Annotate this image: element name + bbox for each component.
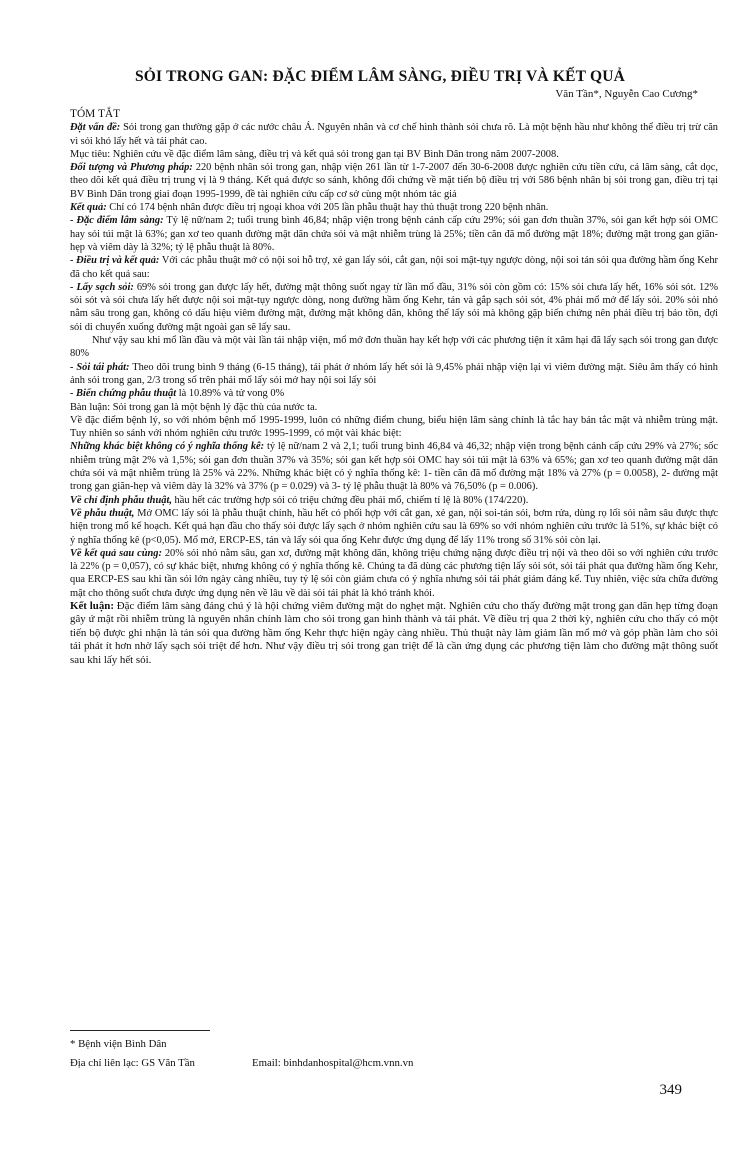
abstract-paragraph — [70, 121, 718, 148]
paragraph-label: Những khác biệt không có ý nghĩa thống kê: — [70, 441, 265, 453]
abstract-paragraph — [70, 161, 718, 201]
paragraph-label: - Sỏi tái phát: — [70, 361, 130, 373]
paragraph-label: - Điều trị và kết quả: — [70, 255, 160, 267]
paragraph-label: Về kết quả sau cùng: — [70, 547, 162, 559]
page-number: 349 — [659, 1082, 682, 1098]
paragraph-label: Kết quả: — [70, 202, 107, 214]
summary-heading: TÓM TẮT — [70, 108, 121, 120]
paragraph-label: Đối tượng và Phương pháp: — [70, 162, 193, 174]
footnote-email[interactable]: Email: binhdanhospital@hcm.vnn.vn — [252, 1057, 414, 1069]
paragraph-text: Như vậy sau khi mổ lần đầu và một vài lần tái nhập viện, mổ mở đơn thuần hay kết hợp với các phương tiện ít xâm hại đã lấy sạch sỏi trong gan được 80% — [70, 335, 718, 360]
abstract-paragraph — [70, 148, 718, 161]
abstract-paragraph — [70, 361, 718, 388]
paragraph-label: Kết luận: — [70, 599, 114, 612]
abstract-paragraph — [70, 254, 718, 281]
abstract-body — [70, 108, 718, 667]
paragraph-text: 220 bệnh nhân sỏi trong gan, nhập viện 261 lần từ 1-7-2007 đến 30-6-2008 được nghiên cứu tiền cứu, cả lâm sàng, cắt dọc, theo dõi kết quả điều trị trung vị là 9 tháng. Kết quả được so sánh, không đối chứng về mặt tiến bộ điều trị với 586 bệnh nhân bị sỏi trong gan, điều trị tại BV Bình Dân trong giai đoạn 1995-1999, đề tài nghiên cứu cấp cơ sở cùng một nhóm tác giả — [70, 162, 718, 200]
paragraph-text: 69% sỏi trong gan được lấy hết, đường mật thông suốt ngay từ lần mổ đầu, 31% sỏi còn gồm có: 15% sỏi chưa lấy hết, 16% sỏi sót. 12% sỏi sót và sỏi chưa lấy hết được nội soi mật-tụy ngược dòng, nong đường hầm ống Kehr, tán và gắp sạch sỏi sót, 4% phải mổ mở để lấy sỏi. 20% sỏi nhỏ nằm sâu trong gan, không có dấu hiệu viêm đường mật, đường mật không dãn, không thể lấy sỏi mà không gặp biến chứng nên phải điều trị bảo tồn, đợi sỏi di chuyển xuống đường mật ngoài gan sẽ lấy sau. — [70, 281, 718, 333]
paragraph-text: Theo dõi trung bình 9 tháng (6-15 tháng), tái phát ở nhóm lấy hết sỏi là 9,45% phải nhập viện lại vì viêm đường mật. Siêu âm thấy có hình ảnh sỏi trong gan, 2/3 trong số trên phải mổ lấy sỏi mở hay nội soi lấy sỏi — [70, 361, 718, 386]
abstract-paragraph — [70, 507, 718, 547]
paragraph-label: Về chỉ định phẫu thuật, — [70, 494, 172, 506]
paper-authors: Văn Tần*, Nguyễn Cao Cương* — [555, 88, 698, 100]
paragraph-text: Mục tiêu: Nghiên cứu về đặc điểm lâm sàng, điều trị và kết quả sỏi trong gan tại BV Bình Dân trong năm 2007-2008. — [70, 148, 559, 160]
abstract-sections — [70, 121, 718, 667]
footnote-contact: Địa chỉ liên lạc: GS Văn Tần — [70, 1057, 195, 1069]
paragraph-text: Đặc điểm lâm sàng đáng chú ý là hội chứng viêm đường mật do nghẹt mật. Nghiên cứu cho thấy đường mật trong gan dãn hẹp từng đoạn gây ứ mật rồi nhiễm trùng là nguyên nhân chính làm cho sỏi trong gan hình thành và tái phát. Về điều trị qua 2 thời kỳ, nghiên cứu cho thấy có một tiến bộ được ghi nhận là tán sỏi qua đường hầm ống Kehr thực hiện ngày càng nhiều. Thủ thuật này làm giảm lần mổ mở và góp phần làm cho sỏi tái phát ít hơn nhờ lấy sạch sỏi triệt để hơn. Như vậy điều trị sỏi trong gan triệt để là cần ứng dụng các phương tiện làm cho đường mật thông suốt sau khi lấy hết sỏi. — [70, 599, 718, 666]
paragraph-text: Về đặc điểm bệnh lý, so với nhóm bệnh mổ 1995-1999, luôn có những điểm chung, biểu hiện lâm sàng chính là tắc hay bán tắc mật và nhiễm trùng mật. Tuy nhiên so sánh với nhóm nghiên cứu trước 1995-1999, có một vài khác biệt: — [70, 414, 718, 440]
paragraph-text: 20% sỏi nhỏ nằm sâu, gan xơ, đường mật không dãn, không triệu chứng nặng được điều trị nội và theo dõi so với nghiên cứu trước là 22% (p = 0,057), có sự khác biệt, nhưng không có ý nghĩa thống kê. Chúng ta đã dùng các phương tiện lấy sỏi sót, sỏi tái phát qua đường hầm ống Kehr, qua ERCP-ES sau khi tần sỏi lớn ngày càng nhiều, tuy tỷ lệ sỏi còn giảm chưa có ý nghĩa nhưng sỏi tái phát giảm đáng kể. Tuy nhiên, việc sửa chữa đường mật cho thông suốt chưa được ứng dụng nên về lâu về dài sỏi tái phát là khó tránh khỏi. — [70, 547, 718, 599]
abstract-paragraph — [70, 600, 718, 668]
abstract-paragraph — [70, 547, 718, 600]
paragraph-text: Mở OMC lấy sỏi là phẫu thuật chính, hầu hết có phối hợp với cắt gan, xẻ gan, nội soi-tán sỏi, bơm rửa, dùng rọ lối sỏi nằm sâu được thực hiện trong mổ kế hoạch. Kết quả hạn đầu cho thấy sỏi được lấy sạch ở nhóm nghiên cứu sau là 69% so với nhóm nghiên cứu trước là 51%, sự khác biệt có ý nghĩa thống kê (p<0,05). Mổ mở, ERCP-ES, tán và lấy sỏi qua ống Kehr được ứng dụng để lấy 11% trong số 31% sỏi còn lại. — [70, 507, 719, 546]
paragraph-label: Đặt vấn đề: — [70, 122, 121, 134]
abstract-paragraph — [70, 281, 718, 334]
paragraph-text: Tỷ lệ nữ/nam 2; tuổi trung bình 46,84; nhập viện trong bệnh cảnh cấp cứu 29%; sỏi gan đơn thuần 37%, sỏi gan kết hợp sỏi OMC hay sỏi túi mật là 63%; gan xơ teo quanh đường mật dãn chứa sỏi và mật nhiễm trùng là 25%; tiền căn đã mổ đường mật 18%; đường mật trong gan giãn-hẹp và viêm dày là 32%; tỷ lệ phẫu thuật là 80%. — [70, 215, 718, 253]
footnote-contact-line — [70, 1057, 590, 1069]
abstract-paragraph — [70, 414, 718, 441]
footnote-affiliation: * Bệnh viện Bình Dân — [70, 1038, 167, 1050]
paragraph-text: tỷ lệ nữ/nam 2 và 2,1; tuổi trung bình 46,84 và 46,32; nhập viện trong bệnh cảnh cấp cứu 29% và 27%; sốc nhiễm trùng mật 2% và 1,5%; sỏi gan đơn thuần 37% và 35%; sỏi gan kết hợp sỏi OMC hay sỏi túi mật là 63% và 65%; gan xơ teo quanh đường mật dãn chứa sỏi và mật nhiễm trùng là 25% và 22%. Những khác biệt có ý nghĩa thống kê: 1- tiền căn đã mổ đường mật 18% và 27% (p = 0.0058), 2- đường mật trong gan giãn-hẹp và viêm dày là 32% và 37% (p = 0.029) và 3- tỷ lệ phẫu thuật là 80% và 76,50% (p = 0.006). — [70, 441, 718, 493]
abstract-paragraph — [70, 494, 718, 507]
abstract-paragraph — [70, 201, 718, 214]
paragraph-label: - Đặc điểm lâm sàng: — [70, 215, 164, 227]
paragraph-text: Với các phẫu thuật mở có nội soi hỗ trợ, xẻ gan lấy sỏi, cắt gan, nội soi mật-tụy ngược dòng, nội soi tán sỏi qua đường hầm ống Kehr đã cho kết quả sau: — [70, 255, 719, 280]
paper-title: SỎI TRONG GAN: ĐẶC ĐIỂM LÂM SÀNG, ĐIỀU TRỊ VÀ KẾT QUẢ — [134, 68, 626, 85]
paragraph-label: - Biến chứng phẫu thuật — [70, 388, 177, 400]
paragraph-text: Sỏi trong gan thường gặp ở các nước châu Á. Nguyên nhân và cơ chế hình thành sỏi chưa rõ. Là một bệnh hầu như không thể điều trị trừ căn vì sỏi khó lấy hết và tái phát cao. — [70, 122, 718, 147]
abstract-paragraph — [70, 334, 718, 361]
paragraph-text: là 10.89% và tử vong 0% — [176, 388, 285, 400]
paragraph-text: Bàn luận: Sỏi trong gan là một bệnh lý đặc thù của nước ta. — [70, 401, 318, 413]
paragraph-text: hầu hết các trường hợp sỏi có triệu chứng đều phải mổ, chiếm tỉ lệ là 80% (174/220). — [171, 494, 529, 506]
abstract-paragraph — [70, 214, 718, 254]
paragraph-text: Chỉ có 174 bệnh nhân được điều trị ngoại khoa với 205 lần phẫu thuật hay thủ thuật trong 220 bệnh nhân. — [106, 202, 549, 214]
footnote-rule — [70, 1030, 210, 1031]
abstract-paragraph — [70, 440, 718, 493]
abstract-paragraph — [70, 401, 718, 414]
paragraph-label: Về phẫu thuật, — [70, 507, 135, 519]
abstract-paragraph — [70, 387, 718, 400]
paragraph-label: - Lấy sạch sỏi: — [70, 281, 134, 293]
